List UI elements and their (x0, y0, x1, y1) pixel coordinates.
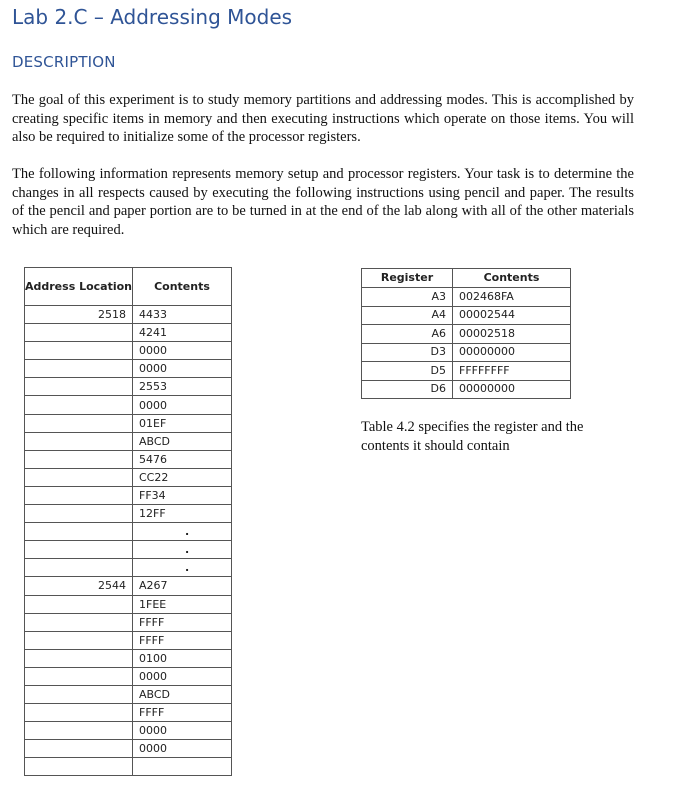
contents-cell: 1FEE (133, 595, 232, 613)
contents-cell: ABCD (133, 685, 232, 703)
contents-cell (133, 758, 232, 776)
contents-cell: 0100 (133, 649, 232, 667)
contents-cell: 0000 (133, 667, 232, 685)
table-row (25, 595, 232, 613)
contents-cell: 12FF (133, 505, 232, 523)
contents-cell: 4433 (133, 306, 232, 324)
table-row (25, 577, 232, 595)
paragraph-task: The following information represents memory setup and processor registers. Your task is to determine the changes in all respects caused by executing the following instructions using pencil and paper. The results of the pencil and paper portion are to be turned in at the end of the lab along with all of the other materials which are required. (12, 166, 634, 238)
address-cell: 2544 (25, 577, 133, 595)
table-row (25, 613, 232, 631)
address-cell (25, 595, 133, 613)
address-cell (25, 541, 133, 559)
address-cell (25, 740, 133, 758)
contents-cell: 01EF (133, 414, 232, 432)
contents-cell: 5476 (133, 450, 232, 468)
contents-cell: FFFF (133, 704, 232, 722)
table-row (25, 704, 232, 722)
table-row (25, 631, 232, 649)
table-row (25, 432, 232, 450)
table-row (25, 486, 232, 504)
address-cell (25, 649, 133, 667)
register-contents-cell: 00000000 (453, 343, 571, 362)
register-contents-cell: FFFFFFFF (453, 362, 571, 381)
register-table-body (362, 288, 571, 399)
contents-cell: FFFF (133, 631, 232, 649)
address-cell (25, 468, 133, 486)
table-row (362, 306, 571, 325)
table-row (25, 685, 232, 703)
register-contents-cell: 00000000 (453, 380, 571, 399)
register-contents-cell: 00002518 (453, 325, 571, 344)
table-row (25, 378, 232, 396)
address-cell (25, 685, 133, 703)
register-name-cell: D3 (362, 343, 453, 362)
register-name-cell: D5 (362, 362, 453, 381)
register-name-cell: A6 (362, 325, 453, 344)
table-row (362, 343, 571, 362)
address-cell (25, 378, 133, 396)
register-name-cell: A3 (362, 288, 453, 307)
table-row (25, 414, 232, 432)
address-cell (25, 722, 133, 740)
table-row (25, 450, 232, 468)
contents-cell: . (133, 541, 232, 559)
contents-cell: 4241 (133, 324, 232, 342)
address-cell (25, 486, 133, 504)
register-contents-cell: 002468FA (453, 288, 571, 307)
table-row (25, 722, 232, 740)
table-row (362, 288, 571, 307)
contents-cell: FFFF (133, 613, 232, 631)
address-cell (25, 505, 133, 523)
register-table-header (362, 269, 571, 288)
page-title: Lab 2.C – Addressing Modes (12, 5, 293, 29)
table-row (25, 541, 232, 559)
address-cell (25, 396, 133, 414)
table-row (25, 468, 232, 486)
address-cell (25, 523, 133, 541)
memory-table-body (25, 306, 232, 776)
register-contents-cell: 00002544 (453, 306, 571, 325)
address-cell (25, 450, 133, 468)
contents-cell: CC22 (133, 468, 232, 486)
table-row (25, 523, 232, 541)
table-row (25, 559, 232, 577)
table-row (25, 649, 232, 667)
register-header: Register (362, 269, 453, 288)
table-row (25, 324, 232, 342)
table-row (25, 306, 232, 324)
contents-cell: . (133, 523, 232, 541)
table-row (362, 380, 571, 399)
register-table-caption: Table 4.2 specifies the register and the contents it should contain (361, 419, 584, 454)
address-cell (25, 631, 133, 649)
address-cell (25, 342, 133, 360)
memory-table-header (25, 268, 232, 306)
address-cell (25, 559, 133, 577)
address-location-header: Address Location (25, 268, 133, 306)
paragraph-goal: The goal of this experiment is to study memory partitions and addressing modes. This is accomplished by creating specific items in memory and then executing instructions which operate on those items. You will also be required to initialize some of the processor registers. (12, 92, 634, 145)
contents-cell: ABCD (133, 432, 232, 450)
table-row (25, 360, 232, 378)
contents-cell: FF34 (133, 486, 232, 504)
address-cell (25, 613, 133, 631)
register-table (361, 268, 571, 399)
address-cell: 2518 (25, 306, 133, 324)
table-row (25, 505, 232, 523)
table-row (362, 362, 571, 381)
register-contents-header: Contents (453, 269, 571, 288)
table-row (25, 342, 232, 360)
address-cell (25, 324, 133, 342)
contents-cell: 0000 (133, 740, 232, 758)
register-name-cell: A4 (362, 306, 453, 325)
register-name-cell: D6 (362, 380, 453, 399)
contents-cell: 0000 (133, 342, 232, 360)
table-row (25, 667, 232, 685)
contents-cell: . (133, 559, 232, 577)
address-cell (25, 432, 133, 450)
address-cell (25, 704, 133, 722)
contents-cell: 0000 (133, 396, 232, 414)
table-row (25, 740, 232, 758)
address-cell (25, 360, 133, 378)
memory-table (24, 267, 232, 776)
address-cell (25, 414, 133, 432)
contents-cell: 0000 (133, 722, 232, 740)
contents-cell: 2553 (133, 378, 232, 396)
address-cell (25, 667, 133, 685)
section-heading: DESCRIPTION (12, 53, 116, 71)
contents-cell: 0000 (133, 360, 232, 378)
table-row (25, 758, 232, 776)
contents-header: Contents (133, 268, 232, 306)
contents-cell: A267 (133, 577, 232, 595)
table-row (25, 396, 232, 414)
table-row (362, 325, 571, 344)
address-cell (25, 758, 133, 776)
